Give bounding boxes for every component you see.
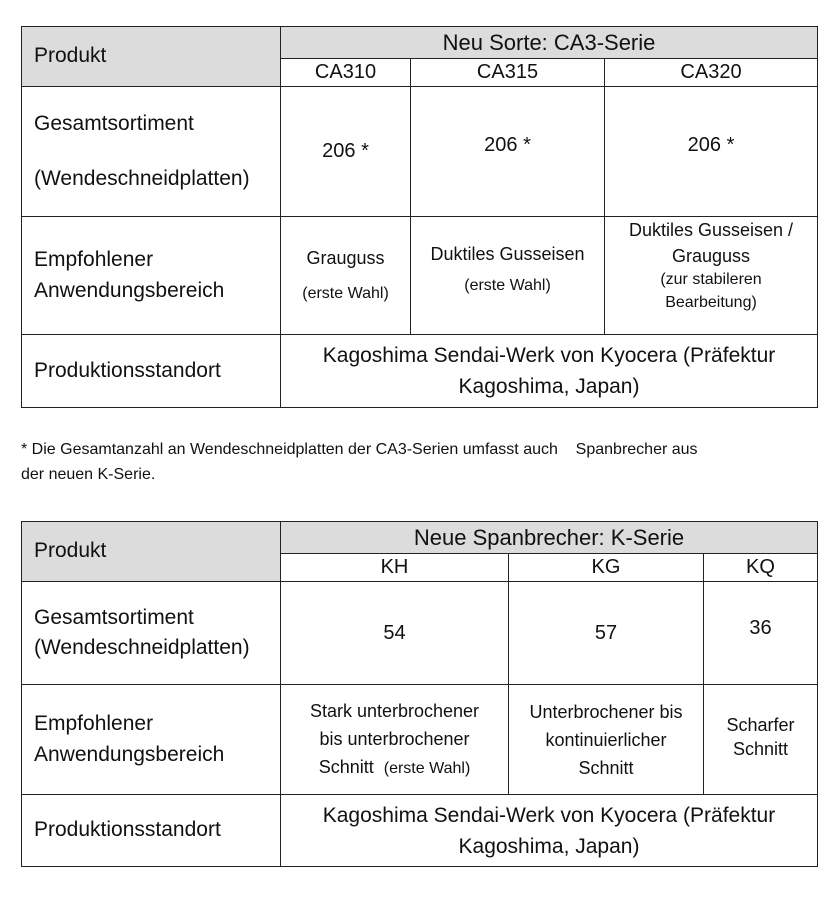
location-line2: Kagoshima, Japan) (458, 375, 640, 398)
range-label-line2: (Wendeschneidplatten) (34, 636, 250, 659)
application-row-label (22, 685, 281, 795)
range-value: 57 (594, 621, 618, 644)
location-line2: Kagoshima, Japan) (458, 834, 640, 858)
range-value: 54 (383, 621, 406, 644)
model-header-kq (704, 554, 818, 582)
application-main: Duktiles Gusseisen / (628, 220, 794, 240)
model-label: CA320 (680, 61, 742, 83)
application-main: Grauguss (306, 248, 385, 269)
range-cell (509, 582, 704, 685)
application-cell (281, 217, 411, 335)
application-line: Schnitt (578, 757, 634, 778)
application-line: Stark unterbrochener (309, 700, 480, 721)
model-label: KG (591, 556, 621, 578)
location-label: Produktionsstandort (34, 358, 221, 382)
application-line: Schnitt (732, 739, 789, 759)
model-label: CA310 (314, 61, 377, 83)
k-series-table (21, 521, 818, 867)
model-header-kg (509, 554, 704, 582)
range-cell (704, 582, 818, 685)
application-cell (605, 217, 818, 335)
range-value: 206 * (484, 134, 531, 156)
range-cell (281, 87, 411, 217)
range-row-label (22, 582, 281, 685)
application-line: Scharfer (726, 715, 795, 735)
product-header (22, 27, 281, 87)
series-group-title: Neu Sorte: CA3-Serie (442, 29, 656, 55)
application-line: bis unterbrochener (319, 728, 470, 749)
footnote-line2: der neuen K-Serie. (21, 466, 156, 483)
location-cell (281, 335, 818, 408)
application-cell (411, 217, 605, 335)
series-group-header (281, 522, 818, 554)
model-header-ca310 (281, 59, 411, 87)
location-row-label (22, 335, 281, 408)
model-label: KQ (746, 556, 775, 578)
footnote-line1: * Die Gesamtanzahl an Wendeschneidplatten der CA3-Serien umfasst auch Spanbrecher aus (21, 441, 698, 458)
application-line: Unterbrochener bis (529, 701, 683, 722)
ca3-series-table (21, 26, 818, 408)
range-value: 36 (749, 617, 772, 639)
location-line1: Kagoshima Sendai-Werk von Kyocera (Präfektur (322, 344, 776, 367)
application-sub: (erste Wahl) (302, 284, 389, 302)
application-sub: (zur stabileren (660, 271, 762, 288)
application-label-line1: Empfohlener (34, 712, 154, 736)
series-group-header (281, 27, 818, 59)
application-main: Duktiles Gusseisen (430, 244, 585, 264)
footnote (21, 437, 801, 487)
model-header-ca315 (411, 59, 605, 87)
model-label: CA315 (476, 61, 539, 83)
location-row-label (22, 795, 281, 867)
range-value: 206 * (687, 134, 735, 156)
application-cell (509, 685, 704, 795)
application-sub: (erste Wahl) (464, 276, 551, 294)
application-main: Grauguss (671, 245, 751, 266)
application-cell (704, 685, 818, 795)
application-line: kontinuierlicher (545, 729, 667, 750)
model-label: KH (380, 556, 409, 578)
application-sub: Bearbeitung) (665, 294, 757, 311)
range-cell (411, 87, 605, 217)
application-label-line1: Empfohlener (34, 248, 154, 272)
range-cell (605, 87, 818, 217)
application-sub: (erste Wahl) (383, 759, 471, 777)
location-cell (281, 795, 818, 867)
product-header (22, 522, 281, 582)
model-header-kh (281, 554, 509, 582)
range-label-line1: Gesamtsortiment (34, 605, 194, 629)
product-header-label: Produkt (34, 44, 107, 68)
range-row-label (22, 87, 281, 217)
application-line: Schnitt (318, 756, 374, 777)
location-line1: Kagoshima Sendai-Werk von Kyocera (Präfektur (322, 803, 776, 827)
location-label: Produktionsstandort (34, 818, 221, 842)
application-label-line2: Anwendungsbereich (34, 742, 225, 766)
application-row-label (22, 217, 281, 335)
range-value: 206 * (322, 140, 369, 162)
model-header-ca320 (605, 59, 818, 87)
range-label-line1: Gesamtsortiment (34, 112, 194, 136)
application-label-line2: Anwendungsbereich (34, 278, 225, 302)
application-cell (281, 685, 509, 795)
range-cell (281, 582, 509, 685)
series-group-title: Neue Spanbrecher: K-Serie (413, 524, 685, 550)
range-label-line2: (Wendeschneidplatten) (34, 166, 250, 190)
product-header-label: Produkt (34, 539, 107, 563)
